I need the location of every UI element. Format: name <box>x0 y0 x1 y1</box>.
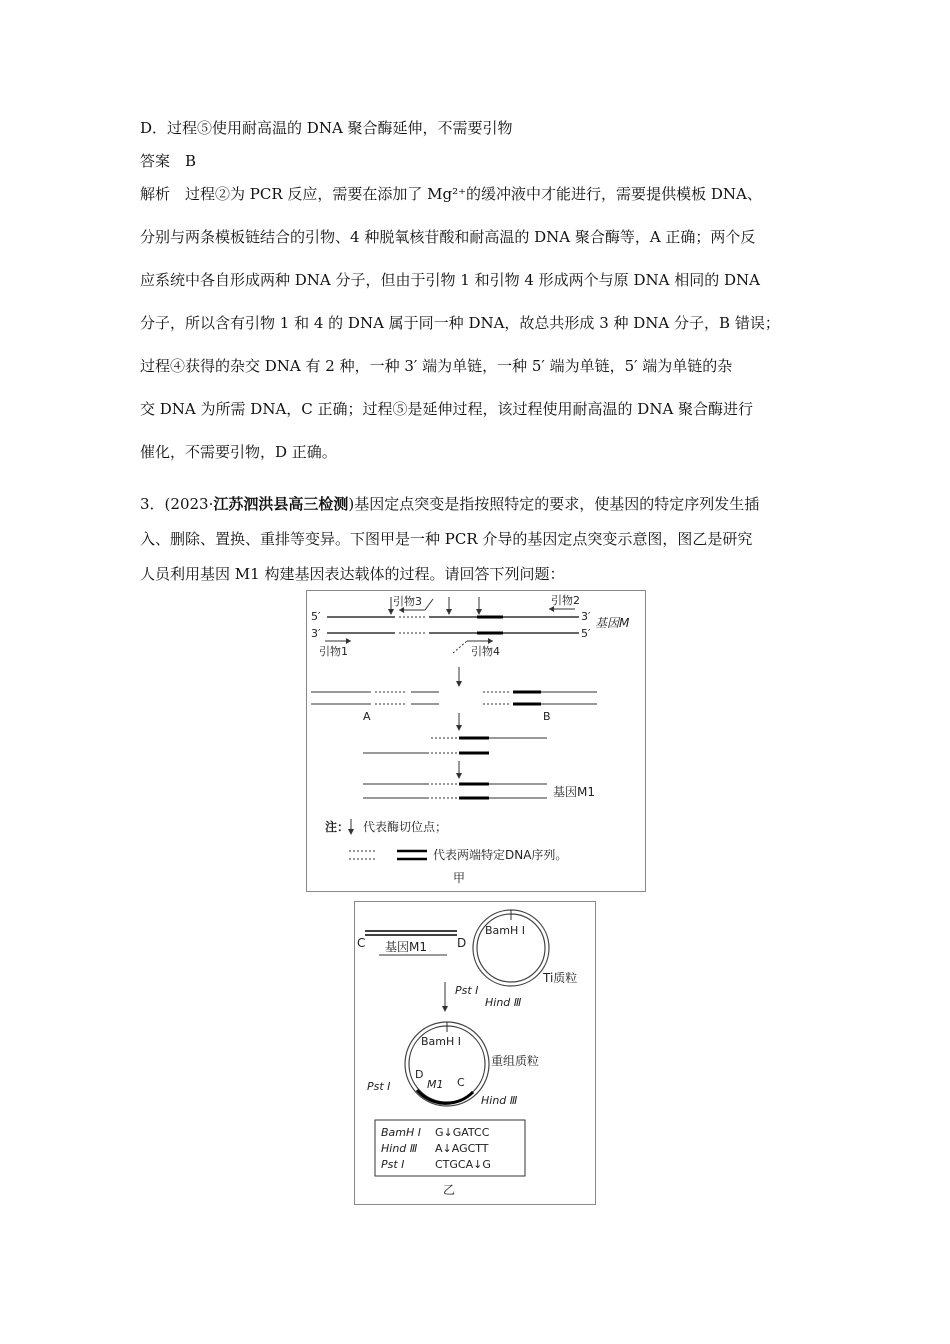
primer1-label: 引物1 <box>319 645 348 658</box>
primer4-arrowhead <box>488 638 493 644</box>
primer1-arrowhead <box>346 638 351 644</box>
cut-site-arrowhead <box>388 609 394 615</box>
ti-plasmid-label: Ti质粒 <box>543 971 578 985</box>
table-enzyme: BamH Ⅰ <box>381 1126 422 1139</box>
figure-caption: 乙 <box>443 1183 456 1197</box>
note-prefix: 注： <box>325 820 350 834</box>
table-site: CTGCA↓G <box>435 1158 491 1171</box>
figure-jia-diagram <box>307 591 645 891</box>
m1-insert <box>417 1090 473 1103</box>
label-b: B <box>543 710 551 723</box>
gene-m-label: 基因M <box>595 616 630 630</box>
primer2-label: 引物2 <box>551 594 580 607</box>
primer3-mutation <box>425 599 433 610</box>
m1-label: M1 <box>427 1078 444 1091</box>
hind3-label: Hind Ⅲ <box>481 1094 518 1107</box>
bamh1-label: BamH Ⅰ <box>421 1035 462 1048</box>
end-d: D <box>415 1068 424 1081</box>
process-arrowhead <box>456 725 462 731</box>
question-text: )基因定点突变是指按照特定的要求，使基因的特定序列发生插 <box>348 495 760 513</box>
three-prime-label: 3′ <box>581 610 591 623</box>
ti-plasmid-outer <box>473 910 549 986</box>
question-source: 江苏泗洪县高三检测 <box>213 495 349 513</box>
three-prime-label: 3′ <box>311 627 321 640</box>
figure-yi-diagram <box>355 902 595 1204</box>
table-enzyme: Hind Ⅲ <box>381 1142 418 1155</box>
pst1-label: Pst Ⅰ <box>367 1080 391 1093</box>
five-prime-label: 5′ <box>581 627 591 640</box>
analysis-line: 分别与两条模板链结合的引物、4 种脱氧核苷酸和耐高温的 DNA 聚合酶等，A 正确；两个反 <box>140 228 756 246</box>
process-arrowhead <box>442 1006 448 1012</box>
five-prime-label: 5′ <box>311 610 321 623</box>
question-line: 入、删除、置换、重排等变异。下图甲是一种 PCR 介导的基因定点突变示意图，图乙是研究 <box>140 530 753 548</box>
answer: 答案 B <box>140 152 197 170</box>
process-arrowhead <box>456 773 462 779</box>
figure-caption: 甲 <box>453 871 466 885</box>
analysis-line: 过程④获得的杂交 DNA 有 2 种，一种 3′ 端为单链，一种 5′ 端为单链，5′ 端为单链的杂 <box>140 357 733 375</box>
table-site: G↓GATCC <box>435 1126 490 1139</box>
recomb-plasmid-label: 重组质粒 <box>491 1054 540 1068</box>
primer4-label: 引物4 <box>471 645 500 658</box>
analysis-line: 解析 过程②为 PCR 反应，需要在添加了 Mg²⁺的缓冲液中才能进行，需要提供模板 DNA、 <box>140 185 762 203</box>
figure-yi <box>354 901 596 1205</box>
table-site: A↓AGCTT <box>435 1142 489 1155</box>
end-c: C <box>457 1076 465 1089</box>
end-c: C <box>357 936 366 950</box>
analysis-line: 催化，不需要引物，D 正确。 <box>140 443 337 461</box>
note-cut-text: 代表酶切位点； <box>363 820 448 834</box>
cut-site-arrowhead <box>476 609 482 615</box>
hind3-label: Hind Ⅲ <box>485 996 522 1009</box>
process-arrowhead <box>456 681 462 687</box>
analysis-line: 应系统中各自形成两种 DNA 分子，但由于引物 1 和引物 4 形成两个与原 DNA 相同的 DNA <box>140 271 760 289</box>
question-number: 3．(2023· <box>140 495 214 513</box>
gene-m1-label: 基因M1 <box>553 785 595 799</box>
pst1-label: Pst Ⅰ <box>455 984 479 997</box>
analysis-line: 分子，所以含有引物 1 和 4 的 DNA 属于同一种 DNA，故总共形成 3 种 DNA 分子，B 错误； <box>140 314 780 332</box>
end-d: D <box>457 936 467 950</box>
bamh1-label: BamH Ⅰ <box>485 924 526 937</box>
question-line: 人员利用基因 M1 构建基因表达载体的过程。请回答下列问题： <box>140 565 565 583</box>
primer4-mutation <box>453 641 467 653</box>
figure-jia <box>306 590 646 892</box>
label-a: A <box>363 710 371 723</box>
analysis-line: 交 DNA 为所需 DNA，C 正确；过程⑤是延伸过程，该过程使用耐高温的 DNA 聚合酶进行 <box>140 400 754 418</box>
note-seq-text: 代表两端特定DNA序列。 <box>433 848 568 862</box>
option-d: D．过程⑤使用耐高温的 DNA 聚合酶延伸，不需要引物 <box>140 119 513 137</box>
table-enzyme: Pst Ⅰ <box>381 1158 405 1171</box>
cut-site-arrowhead <box>446 609 452 615</box>
primer3-label: 引物3 <box>393 595 422 608</box>
gene-m1-label: 基因M1 <box>385 940 427 954</box>
